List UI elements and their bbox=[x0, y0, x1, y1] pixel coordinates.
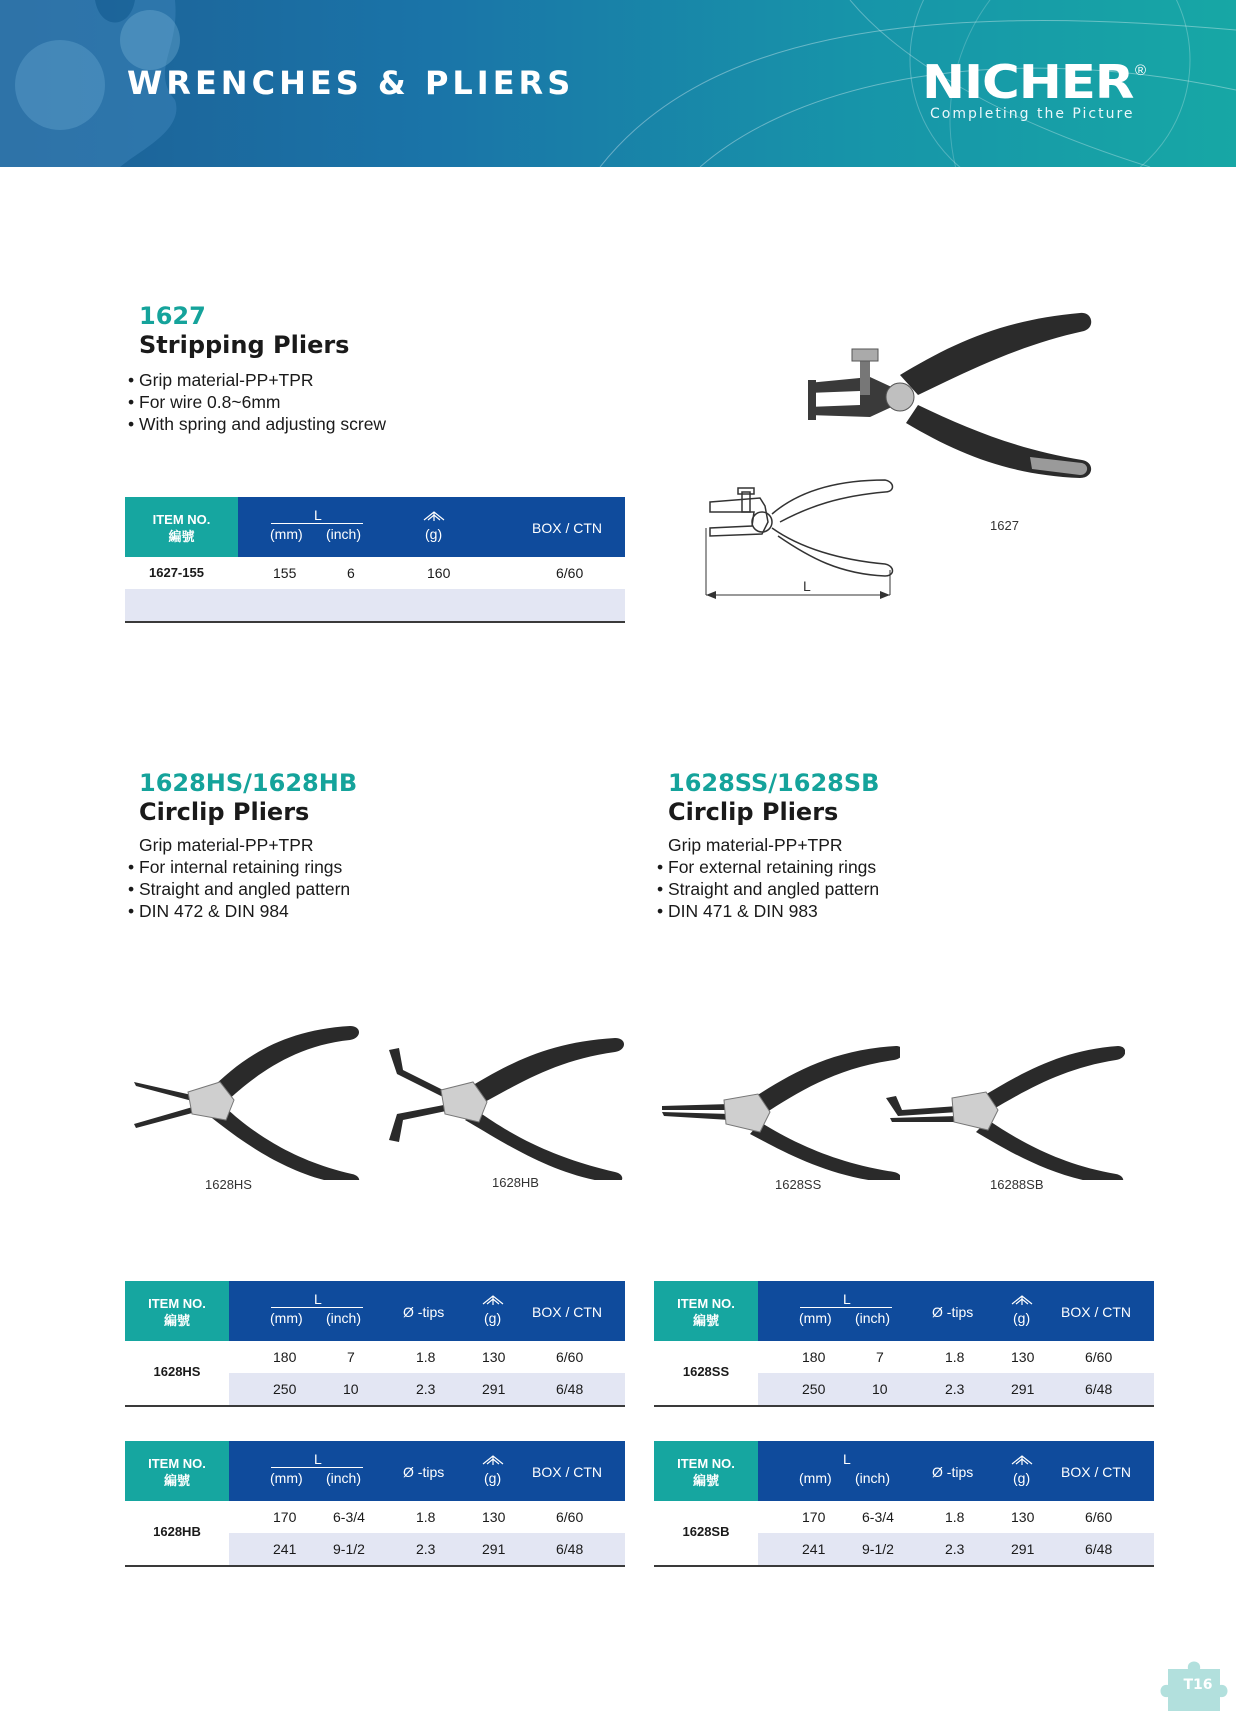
box-ctn: 6/60 bbox=[556, 1509, 584, 1525]
brand-name: NICHER bbox=[922, 55, 1134, 109]
length-header: L bbox=[843, 1451, 851, 1467]
tips-header: Ø -tips bbox=[403, 1304, 445, 1320]
box-ctn: 6/60 bbox=[1085, 1349, 1113, 1365]
length-inch: 9-1/2 bbox=[333, 1541, 365, 1557]
weight-scale-icon bbox=[1010, 1454, 1034, 1466]
weight-g: 291 bbox=[1011, 1541, 1035, 1557]
item-no-header: ITEM NO. 編號 bbox=[125, 1441, 229, 1501]
weight-scale-icon bbox=[481, 1454, 505, 1466]
item-number: 1628HS bbox=[153, 1364, 201, 1379]
length-inch: 7 bbox=[876, 1349, 884, 1365]
mm-header: (mm) bbox=[799, 1470, 832, 1486]
tips-header: Ø -tips bbox=[403, 1464, 445, 1480]
item-number: 1628SS bbox=[682, 1364, 730, 1379]
spec-table-1628sb bbox=[654, 1441, 1154, 1567]
item-no-header: ITEM NO. 編號 bbox=[654, 1281, 758, 1341]
weight-header: (g) bbox=[1013, 1310, 1031, 1326]
table-row bbox=[758, 1373, 1154, 1405]
feature-item: • DIN 471 & DIN 983 bbox=[668, 900, 879, 922]
feature-list-1628hs-hb bbox=[139, 834, 350, 922]
table-row bbox=[125, 557, 625, 589]
brand-tagline: Completing the Picture bbox=[930, 106, 1135, 122]
box-ctn: 6/48 bbox=[1085, 1381, 1113, 1397]
weight-scale-icon bbox=[1010, 1294, 1034, 1306]
table-header bbox=[125, 497, 625, 557]
weight-g: 130 bbox=[1011, 1349, 1035, 1365]
length-mm: 250 bbox=[802, 1381, 826, 1397]
length-inch: 10 bbox=[343, 1381, 359, 1397]
table-row bbox=[758, 1533, 1154, 1565]
length-rule bbox=[271, 523, 363, 524]
stripping-pliers-diagram bbox=[700, 470, 900, 605]
tips-mm: 1.8 bbox=[945, 1509, 965, 1525]
table-header bbox=[125, 1441, 625, 1501]
length-rule bbox=[800, 1307, 892, 1308]
box-ctn: 6/48 bbox=[556, 1381, 584, 1397]
weight-g: 130 bbox=[1011, 1509, 1035, 1525]
spec-table-1628ss bbox=[654, 1281, 1154, 1407]
length-mm: 180 bbox=[802, 1349, 826, 1365]
item-no-header: ITEM NO. 編號 bbox=[125, 497, 238, 557]
tips-mm: 2.3 bbox=[945, 1541, 965, 1557]
item-number: 1627-155 bbox=[149, 565, 204, 580]
length-header: L bbox=[314, 1451, 322, 1467]
product-code-1627: 1627 bbox=[139, 302, 206, 330]
table-row bbox=[758, 1501, 1154, 1533]
feature-item: • For external retaining rings bbox=[668, 856, 879, 878]
section-title: WRENCHES & PLIERS bbox=[127, 64, 575, 102]
feature-item: • Straight and angled pattern bbox=[139, 878, 350, 900]
spec-table-1628hs bbox=[125, 1281, 625, 1407]
spec-table-1628hb bbox=[125, 1441, 625, 1567]
tips-mm: 1.8 bbox=[416, 1509, 436, 1525]
table-row bbox=[229, 1533, 625, 1565]
feature-list-1627 bbox=[139, 369, 386, 435]
mm-header: (mm) bbox=[270, 1310, 303, 1326]
tips-mm: 1.8 bbox=[945, 1349, 965, 1365]
box-ctn: 6/60 bbox=[556, 1349, 584, 1365]
product-name-1628hs-hb: Circlip Pliers bbox=[139, 798, 310, 826]
length-inch: 6-3/4 bbox=[862, 1509, 894, 1525]
image-caption-1628hs: 1628HS bbox=[205, 1177, 252, 1192]
item-number: 1628SB bbox=[682, 1524, 730, 1539]
page-number: T16 bbox=[1183, 1677, 1213, 1693]
inch-header: (inch) bbox=[855, 1310, 891, 1326]
length-rule bbox=[271, 1467, 363, 1468]
product-name-1628ss-sb: Circlip Pliers bbox=[668, 798, 839, 826]
item-number: 1628HB bbox=[153, 1524, 201, 1539]
registered-mark: ® bbox=[1135, 62, 1147, 79]
table-row bbox=[758, 1341, 1154, 1373]
feature-item: • For wire 0.8~6mm bbox=[139, 391, 386, 413]
table-header bbox=[125, 1281, 625, 1341]
box-ctn: 6/48 bbox=[1085, 1541, 1113, 1557]
box-ctn-header: BOX / CTN bbox=[532, 520, 603, 536]
weight-header: (g) bbox=[484, 1470, 502, 1486]
length-mm: 170 bbox=[802, 1509, 826, 1525]
tips-header: Ø -tips bbox=[932, 1464, 974, 1480]
feature-item: • DIN 472 & DIN 984 bbox=[139, 900, 350, 922]
box-ctn-header: BOX / CTN bbox=[1061, 1304, 1132, 1320]
box-ctn-header: BOX / CTN bbox=[532, 1464, 603, 1480]
length-inch: 9-1/2 bbox=[862, 1541, 894, 1557]
feature-item: • With spring and adjusting screw bbox=[139, 413, 386, 435]
feature-item: Grip material-PP+TPR bbox=[668, 835, 843, 855]
length-mm: 170 bbox=[273, 1509, 297, 1525]
product-code-1628hs-hb: 1628HS/1628HB bbox=[139, 769, 358, 797]
weight-g: 130 bbox=[482, 1349, 506, 1365]
length-mm: 180 bbox=[273, 1349, 297, 1365]
length-mm: 241 bbox=[273, 1541, 297, 1557]
weight-g: 291 bbox=[482, 1381, 506, 1397]
product-code-1628ss-sb: 1628SS/1628SB bbox=[668, 769, 880, 797]
item-no-header: ITEM NO. 編號 bbox=[125, 1281, 229, 1341]
page-header bbox=[0, 0, 1236, 167]
product-name-1627: Stripping Pliers bbox=[139, 331, 350, 359]
feature-item: • Grip material-PP+TPR bbox=[139, 369, 386, 391]
inch-header: (inch) bbox=[326, 1310, 362, 1326]
table-row bbox=[229, 1341, 625, 1373]
box-ctn-header: BOX / CTN bbox=[532, 1304, 603, 1320]
weight-g: 291 bbox=[1011, 1381, 1035, 1397]
length-header: L bbox=[314, 507, 322, 523]
length-inch: 7 bbox=[347, 1349, 355, 1365]
table-header bbox=[654, 1441, 1154, 1501]
weight-scale-icon bbox=[422, 510, 446, 522]
length-rule bbox=[271, 1307, 363, 1308]
page-number-badge bbox=[1160, 1655, 1236, 1713]
image-caption-1627: 1627 bbox=[990, 518, 1019, 533]
tips-mm: 1.8 bbox=[416, 1349, 436, 1365]
brand-logo bbox=[922, 55, 1152, 122]
table-row bbox=[229, 1373, 625, 1405]
length-header: L bbox=[314, 1291, 322, 1307]
circlip-pliers-1628ss-photo bbox=[660, 1040, 900, 1180]
weight-header: (g) bbox=[484, 1310, 502, 1326]
circlip-pliers-1628hs-photo bbox=[130, 1020, 370, 1180]
weight-g: 291 bbox=[482, 1541, 506, 1557]
spec-table-1627 bbox=[125, 497, 625, 623]
box-ctn-header: BOX / CTN bbox=[1061, 1464, 1132, 1480]
mm-header: (mm) bbox=[270, 526, 303, 542]
circlip-pliers-1628sb-photo bbox=[880, 1040, 1125, 1180]
box-ctn: 6/60 bbox=[1085, 1509, 1113, 1525]
weight-g: 160 bbox=[427, 565, 451, 581]
mm-header: (mm) bbox=[270, 1470, 303, 1486]
length-mm: 241 bbox=[802, 1541, 826, 1557]
tips-mm: 2.3 bbox=[945, 1381, 965, 1397]
length-inch: 6-3/4 bbox=[333, 1509, 365, 1525]
feature-item: • For internal retaining rings bbox=[139, 856, 350, 878]
table-header bbox=[654, 1281, 1154, 1341]
feature-item: Grip material-PP+TPR bbox=[139, 835, 314, 855]
weight-header: (g) bbox=[425, 526, 443, 542]
image-caption-1628hb: 1628HB bbox=[492, 1175, 539, 1190]
mm-header: (mm) bbox=[799, 1310, 832, 1326]
image-caption-1628ss: 1628SS bbox=[775, 1177, 822, 1192]
circlip-pliers-1628hb-photo bbox=[385, 1030, 625, 1180]
length-mm: 250 bbox=[273, 1381, 297, 1397]
tips-mm: 2.3 bbox=[416, 1541, 436, 1557]
inch-header: (inch) bbox=[326, 1470, 362, 1486]
feature-list-1628ss-sb bbox=[668, 834, 879, 922]
box-ctn: 6/48 bbox=[556, 1541, 584, 1557]
box-ctn: 6/60 bbox=[556, 565, 584, 581]
length-inch: 6 bbox=[347, 565, 355, 581]
inch-header: (inch) bbox=[326, 526, 362, 542]
item-no-header: ITEM NO. 編號 bbox=[654, 1441, 758, 1501]
length-inch: 10 bbox=[872, 1381, 888, 1397]
weight-scale-icon bbox=[481, 1294, 505, 1306]
tips-mm: 2.3 bbox=[416, 1381, 436, 1397]
length-header: L bbox=[843, 1291, 851, 1307]
image-caption-1628sb: 16288SB bbox=[990, 1177, 1044, 1192]
diagram-length-label: L bbox=[803, 578, 811, 594]
table-row-empty bbox=[125, 589, 625, 621]
length-mm: 155 bbox=[273, 565, 297, 581]
table-row bbox=[229, 1501, 625, 1533]
weight-header: (g) bbox=[1013, 1470, 1031, 1486]
feature-item: • Straight and angled pattern bbox=[668, 878, 879, 900]
weight-g: 130 bbox=[482, 1509, 506, 1525]
inch-header: (inch) bbox=[855, 1470, 891, 1486]
tips-header: Ø -tips bbox=[932, 1304, 974, 1320]
